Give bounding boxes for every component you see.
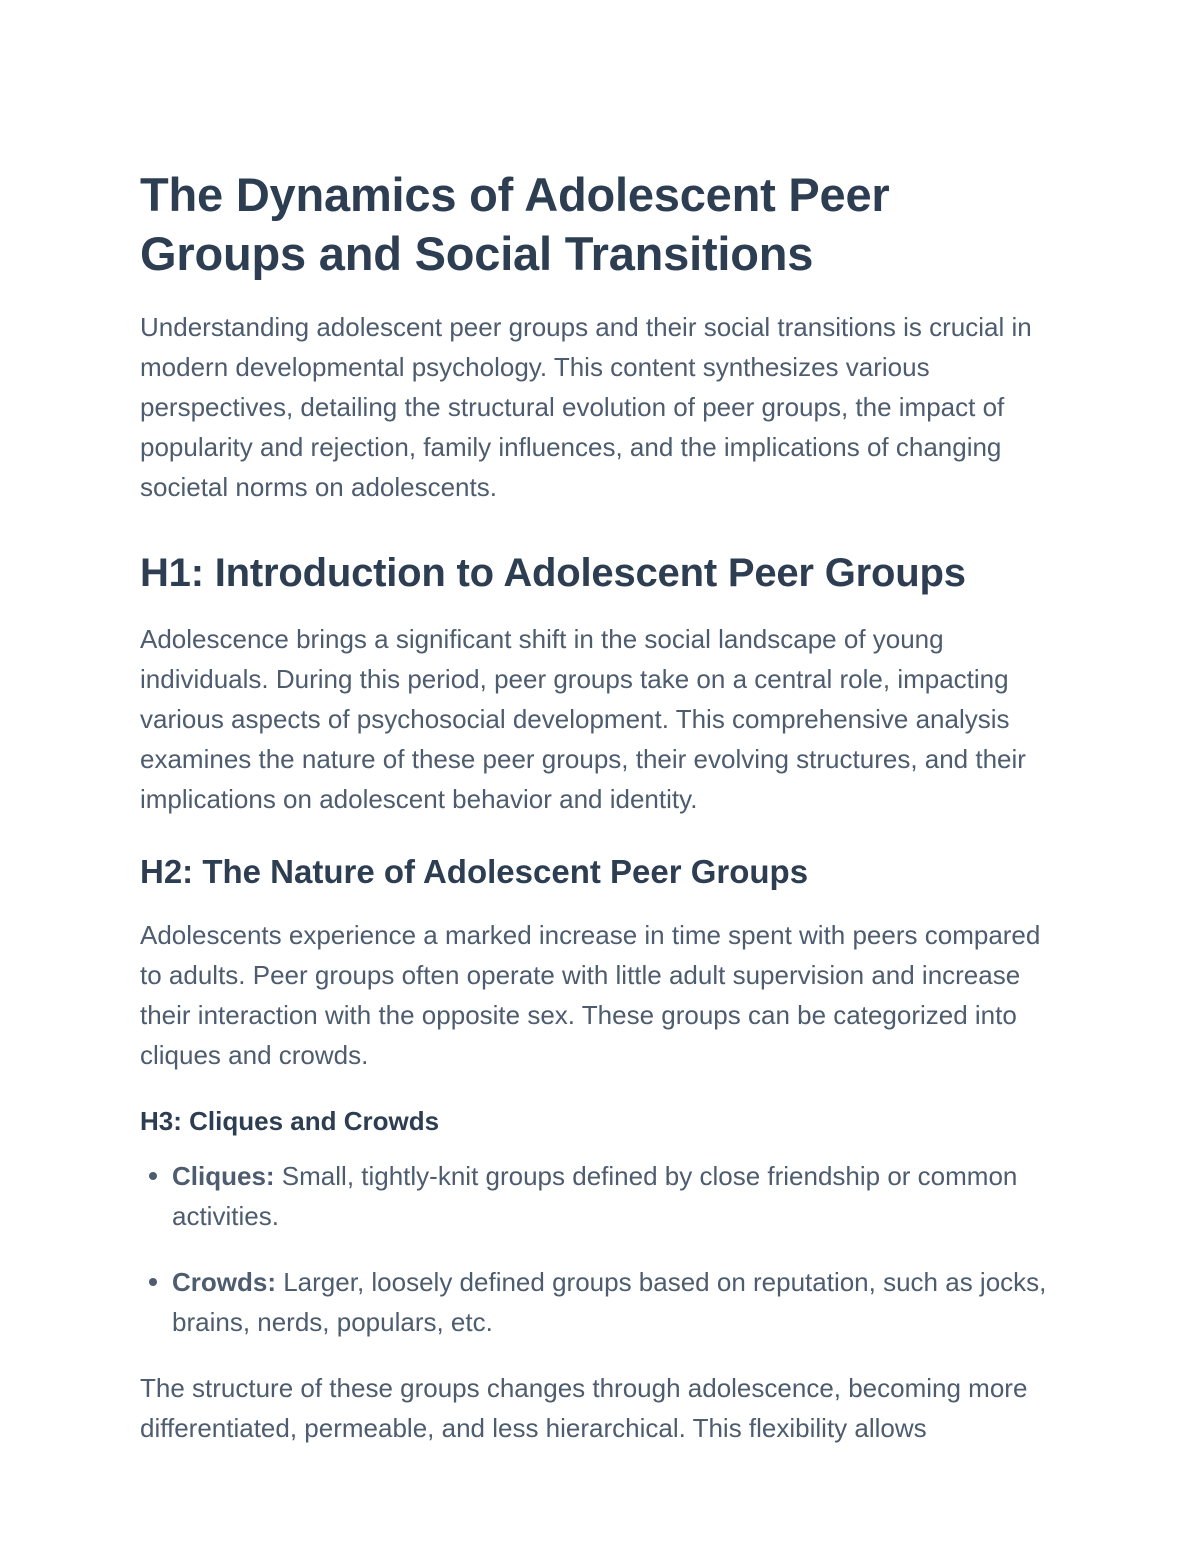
list-item-cliques (140, 1156, 1050, 1236)
intro-paragraph: Understanding adolescent peer groups and their social transitions is crucial in modern developmental psychology. This content synthesizes various perspectives, detailing the structural evolution of peer groups, the impact of popularity and rejection, family influences, and the implications of changing societal norms on adolescents. (140, 312, 1032, 503)
heading-h2-nature: H2: The Nature of Adolescent Peer Groups (140, 853, 809, 891)
h1-section-paragraph: Adolescence brings a significant shift in the social landscape of young individuals. During this period, peer groups take on a central role, impacting various aspects of psychosocial development. This comprehensive analysis examines the nature of these peer groups, their evolving structures, and their implications on adolescent behavior and identity. (140, 624, 1026, 815)
list-item-crowds-text: Larger, loosely defined groups based on reputation, such as jocks, brains, nerds, populars, etc. (172, 1267, 1047, 1338)
list-item-crowds (140, 1262, 1050, 1342)
closing-paragraph: The structure of these groups changes through adolescence, becoming more differentiated, permeable, and less hierarchical. This flexibility allows (140, 1373, 1028, 1444)
bullet-icon (149, 1278, 157, 1286)
page-title: The Dynamics of Adolescent Peer Groups and Social Transitions (140, 168, 890, 281)
list-item-cliques-text: Small, tightly-knit groups defined by close friendship or common activities. (172, 1161, 1018, 1232)
cliques-crowds-list (140, 1156, 1050, 1342)
list-item-cliques-lead: Cliques: (172, 1161, 275, 1192)
bullet-icon (149, 1172, 157, 1180)
list-item-crowds-lead: Crowds: (172, 1267, 276, 1298)
h2-section-paragraph: Adolescents experience a marked increase in time spent with peers compared to adults. Peer groups often operate with little adult supervision and increase their interaction with the opposite sex. These groups can be categorized into cliques and crowds. (140, 919, 1041, 1070)
heading-h3-cliques-crowds: H3: Cliques and Crowds (140, 1105, 440, 1136)
heading-h1-introduction: H1: Introduction to Adolescent Peer Groups (140, 551, 966, 596)
